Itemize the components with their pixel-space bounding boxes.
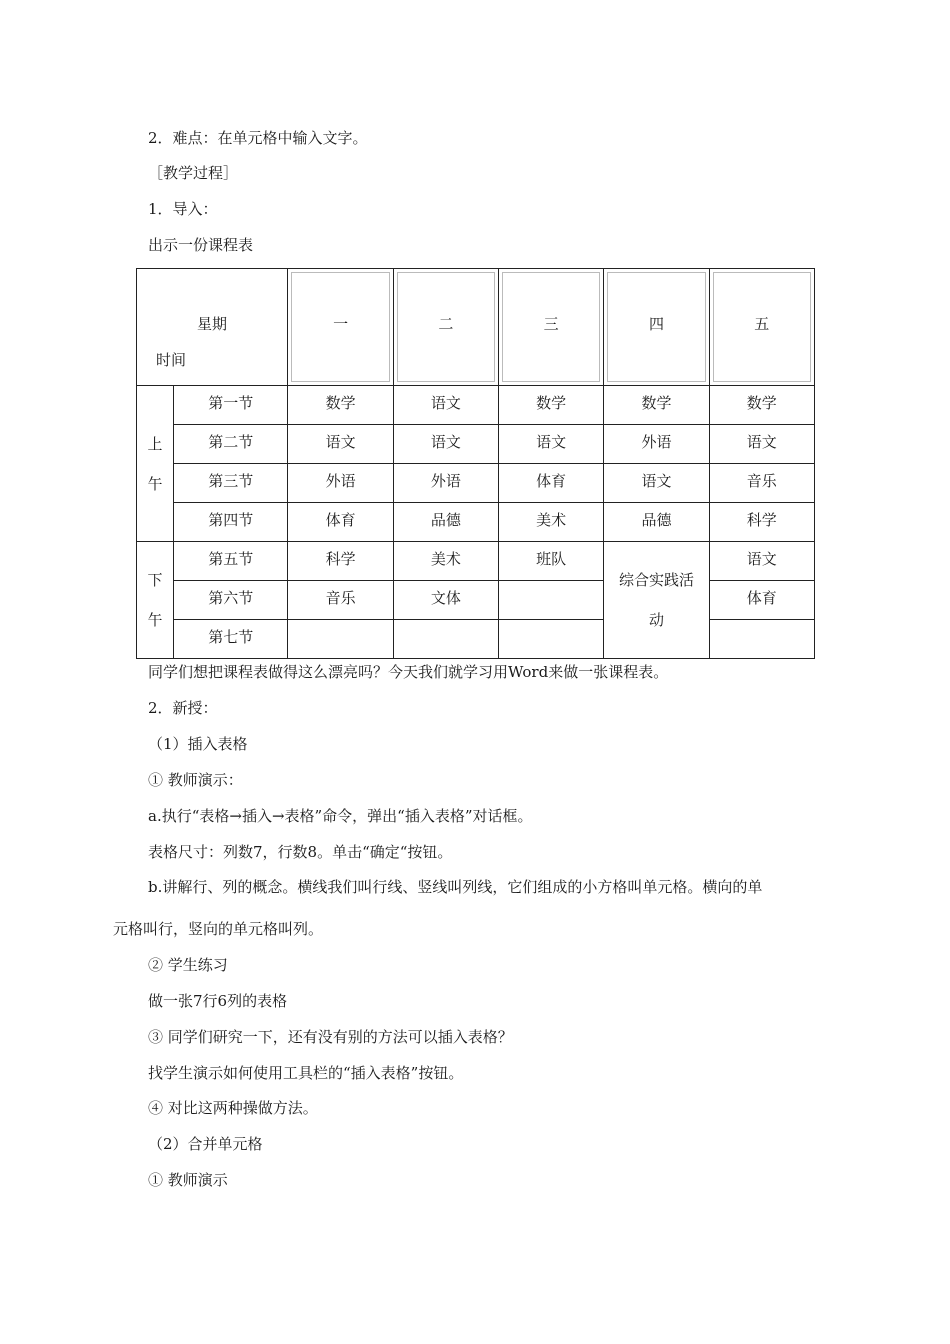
paragraph: ① 教师演示： xyxy=(148,771,243,789)
course-cell: 语文 xyxy=(393,386,498,425)
course-cell: 班队 xyxy=(499,542,604,581)
period-label: 第六节 xyxy=(174,581,288,620)
course-cell: 语文 xyxy=(709,425,814,464)
course-cell: 语文 xyxy=(393,425,498,464)
course-cell xyxy=(499,581,604,620)
paragraph: （2）合并单元格 xyxy=(148,1135,263,1153)
course-cell: 科学 xyxy=(288,542,393,581)
paragraph: ［教学过程］ xyxy=(148,164,239,182)
course-cell xyxy=(288,620,393,659)
afternoon-label: 下 午 xyxy=(137,542,174,659)
paragraph: （1）插入表格 xyxy=(148,735,248,753)
paragraph: b.讲解行、列的概念。横线我们叫行线、竖线叫列线，它们组成的小方格叫单元格。横向的单 xyxy=(148,878,763,896)
paragraph: 2．难点：在单元格中输入文字。 xyxy=(148,129,368,147)
corner-header-cell xyxy=(137,269,288,386)
paragraph: 出示一份课程表 xyxy=(148,236,254,254)
course-cell: 美术 xyxy=(393,542,498,581)
paragraph: ① 教师演示 xyxy=(148,1171,228,1189)
paragraph: 同学们想把课程表做得这么漂亮吗？今天我们就学习用Word来做一张课程表。 xyxy=(148,663,669,681)
morning-label: 上 午 xyxy=(137,386,174,542)
day-header-cell: 三 xyxy=(499,269,604,386)
paragraph: 表格尺寸：列数7，行数8。单击“确定“按钮。 xyxy=(148,843,453,861)
period-label: 第七节 xyxy=(174,620,288,659)
course-cell: 外语 xyxy=(604,425,709,464)
course-cell: 体育 xyxy=(499,464,604,503)
paragraph: 1．导入： xyxy=(148,200,218,218)
day-header-cell: 一 xyxy=(288,269,393,386)
paragraph: 2．新授： xyxy=(148,699,218,717)
course-cell: 音乐 xyxy=(709,464,814,503)
course-cell: 体育 xyxy=(709,581,814,620)
course-cell xyxy=(709,620,814,659)
period-label: 第二节 xyxy=(174,425,288,464)
period-label: 第一节 xyxy=(174,386,288,425)
paragraph: a.执行“表格→插入→表格”命令，弹出“插入表格”对话框。 xyxy=(148,807,533,825)
paragraph: ② 学生练习 xyxy=(148,956,228,974)
course-cell: 数学 xyxy=(604,386,709,425)
weekday-label: 星期 xyxy=(197,315,228,333)
day-header-cell: 二 xyxy=(393,269,498,386)
paragraph: 做一张7行6列的表格 xyxy=(148,992,288,1010)
period-label: 第三节 xyxy=(174,464,288,503)
period-label: 第四节 xyxy=(174,503,288,542)
course-cell: 语文 xyxy=(499,425,604,464)
course-cell: 外语 xyxy=(288,464,393,503)
course-cell: 体育 xyxy=(288,503,393,542)
paragraph: 找学生演示如何使用工具栏的“插入表格”按钮。 xyxy=(148,1064,464,1082)
course-cell: 品德 xyxy=(393,503,498,542)
course-cell: 数学 xyxy=(499,386,604,425)
time-label: 时间 xyxy=(156,351,187,369)
course-cell: 语文 xyxy=(288,425,393,464)
merged-activity-cell: 综合实践活 动 xyxy=(604,542,709,659)
course-cell: 数学 xyxy=(709,386,814,425)
schedule-table xyxy=(136,268,815,659)
paragraph: 元格叫行，竖向的单元格叫列。 xyxy=(113,920,324,938)
course-cell: 美术 xyxy=(499,503,604,542)
course-cell: 科学 xyxy=(709,503,814,542)
course-cell: 文体 xyxy=(393,581,498,620)
course-cell: 数学 xyxy=(288,386,393,425)
day-header-cell: 五 xyxy=(709,269,814,386)
course-cell xyxy=(393,620,498,659)
paragraph: ④ 对比这两种操做方法。 xyxy=(148,1099,318,1117)
course-cell: 语文 xyxy=(604,464,709,503)
course-cell: 语文 xyxy=(709,542,814,581)
day-header-cell: 四 xyxy=(604,269,709,386)
period-label: 第五节 xyxy=(174,542,288,581)
course-cell: 外语 xyxy=(393,464,498,503)
course-cell: 音乐 xyxy=(288,581,393,620)
course-cell: 品德 xyxy=(604,503,709,542)
paragraph: ③ 同学们研究一下，还有没有别的方法可以插入表格？ xyxy=(148,1028,513,1046)
course-cell xyxy=(499,620,604,659)
